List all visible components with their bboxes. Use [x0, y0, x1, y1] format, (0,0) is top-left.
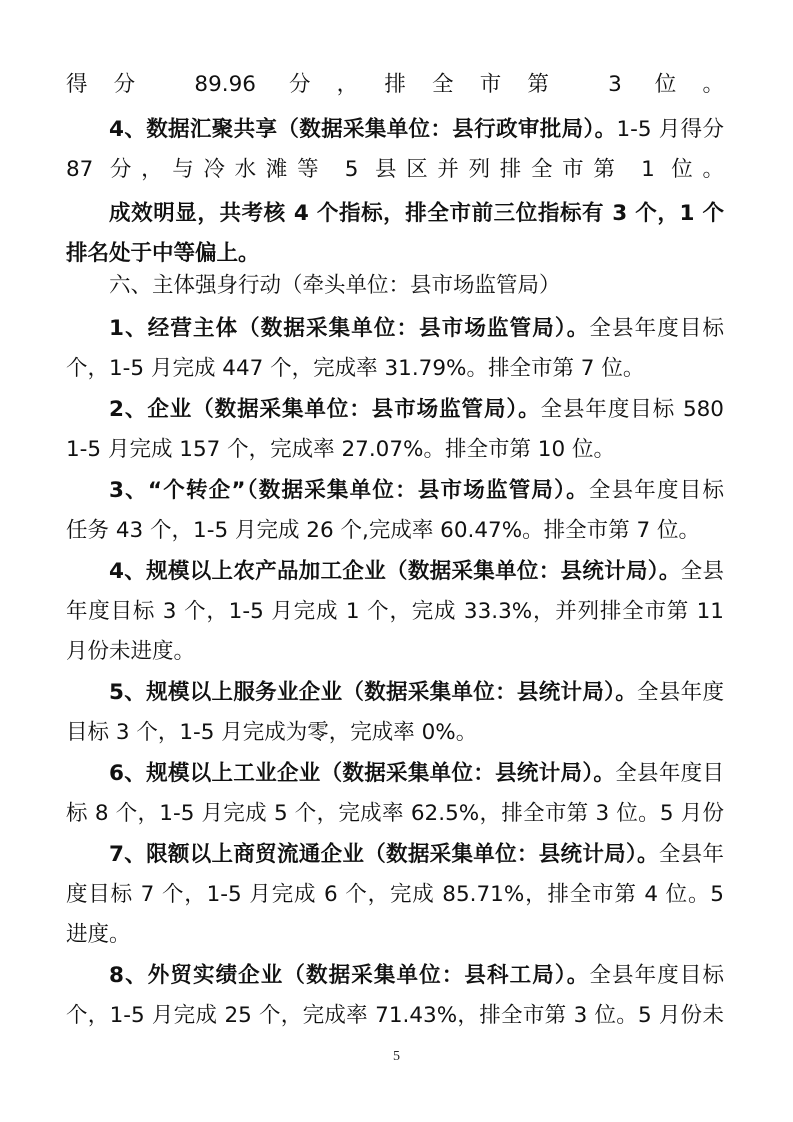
text-line: 目标 3 个，1-5 月完成为零，完成率 0%。 [66, 720, 478, 745]
item-heading-line: 7、限额以上商贸流通企业（数据采集单位：县统计局）。全县年 [109, 842, 724, 867]
item-heading-line: 2、企业（数据采集单位：县市场监管局）。全县年度目标 580 [109, 397, 724, 422]
text-line: 87 分，与冷水滩等 5 县区并列排全市第 1 位。 [66, 157, 724, 182]
text-line: 个，1-5 月完成 25 个，完成率 71.43%，排全市第 3 位。5 月份未 [66, 1003, 724, 1028]
text-line: 得分 89.96 分，排全市第 3 位。 [66, 72, 724, 97]
text-line: 1-5 月完成 157 个，完成率 27.07%。排全市第 10 位。 [66, 437, 615, 462]
text-line: 年度目标 3 个，1-5 月完成 1 个，完成 33.3%，并列排全市第 11 [66, 599, 724, 624]
item-heading-line: 8、外贸实绩企业（数据采集单位：县科工局）。全县年度目标 [109, 963, 724, 988]
summary-line: 成效明显，共考核 4 个指标，排全市前三位指标有 3 个，1 个 [109, 201, 724, 226]
text-line: 度目标 7 个，1-5 月完成 6 个，完成 85.71%，排全市第 4 位。5 [66, 882, 724, 907]
item-heading-line: 4、数据汇聚共享（数据采集单位：县行政审批局）。1-5 月得分 [109, 117, 724, 142]
text-line: 进度。 [66, 922, 131, 947]
text-line: 月份未进度。 [66, 639, 196, 664]
section-heading: 六、主体强身行动（牵头单位：县市场监管局） [109, 273, 561, 298]
text-line: 标 8 个，1-5 月完成 5 个，完成率 62.5%，排全市第 3 位。5 月份 [66, 801, 724, 826]
summary-line: 排名处于中等偏上。 [66, 241, 260, 266]
item-heading-line: 6、规模以上工业企业（数据采集单位：县统计局）。全县年度目 [109, 761, 724, 786]
item-heading-line: 3、“个转企”（数据采集单位：县市场监管局）。全县年度目标 [109, 478, 724, 503]
text-line: 任务 43 个，1-5 月完成 26 个,完成率 60.47%。排全市第 7 位。 [66, 518, 700, 543]
text-line: 个，1-5 月完成 447 个，完成率 31.79%。排全市第 7 位。 [66, 356, 645, 381]
item-heading-line: 5、规模以上服务业企业（数据采集单位：县统计局）。全县年度 [109, 680, 724, 705]
item-heading-line: 1、经营主体（数据采集单位：县市场监管局）。全县年度目标 [109, 316, 724, 341]
page-number: 5 [393, 1049, 400, 1064]
item-heading-line: 4、规模以上农产品加工企业（数据采集单位：县统计局）。全县 [109, 559, 724, 584]
